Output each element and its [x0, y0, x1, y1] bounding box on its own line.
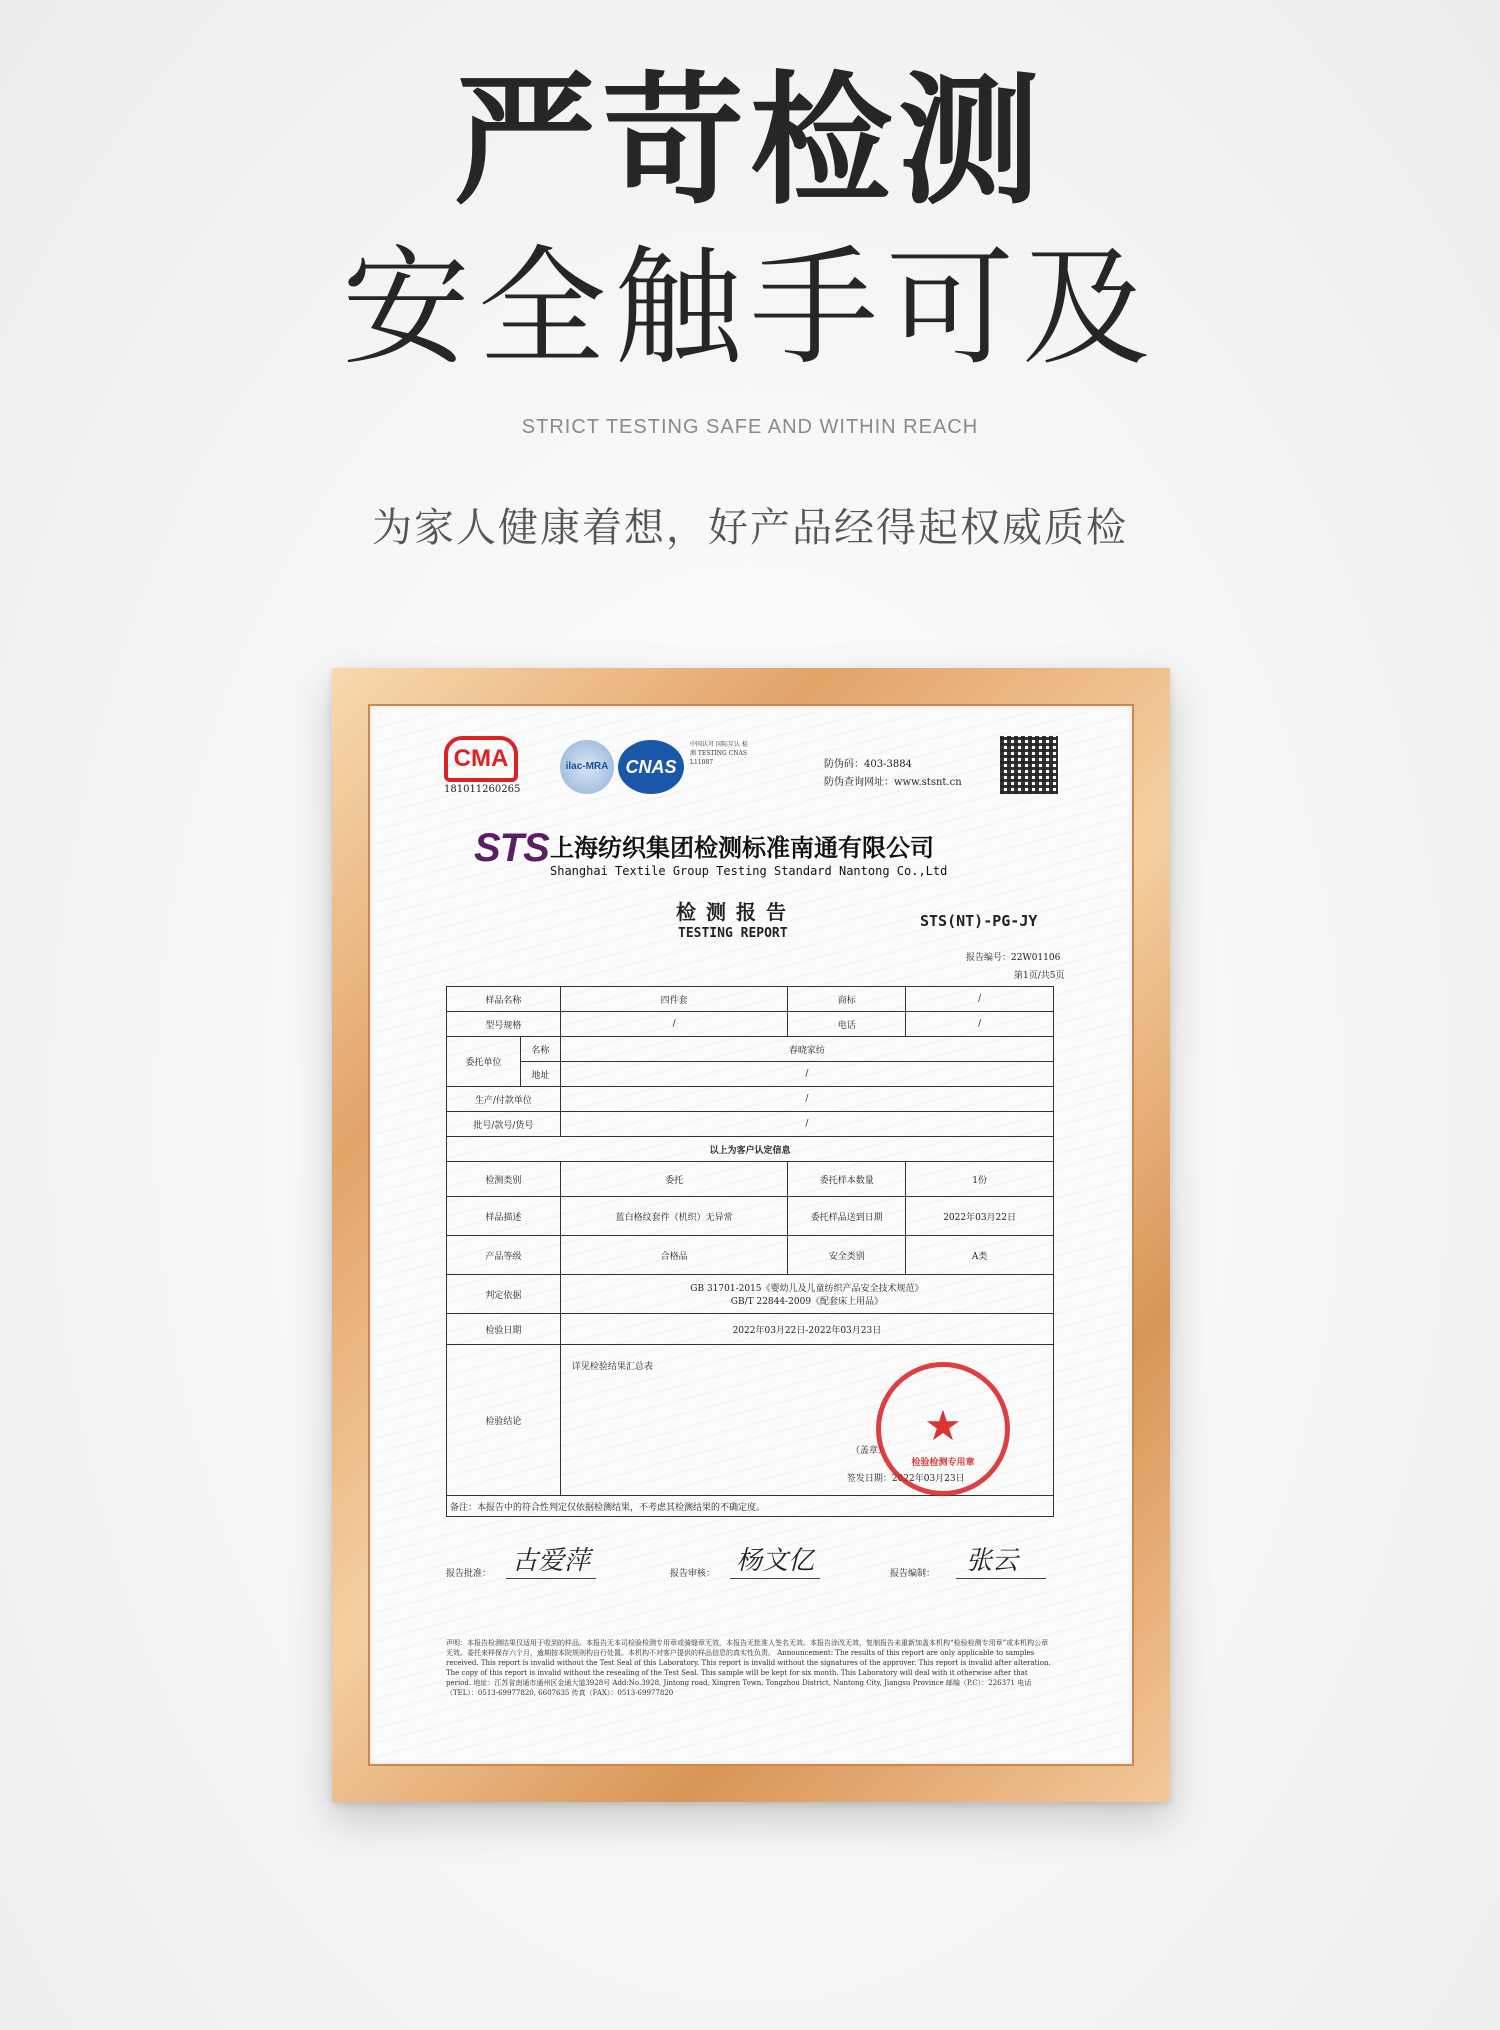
table-cell: /: [560, 1012, 788, 1037]
disclaimer-text: 声明：本报告检测结果仅适用于收到的样品。本报告无本司检验检测专用章或骑缝章无效，本报告无批准人签名无效。本报告涂改无效，复制报告未重新加盖本机构“检验检测专用章”或本机构公章无效。委托来样保存六个月，逾期按本院规则构自行处置。本机构不对客户提供的样品信息的真实性负责。 Announcement: The results of this report are only applicable to samples received. This report is invalid without the Test Seal of this Laboratory. This report is invalid without the signatures of the approver. This report is invalid after alteration. The copy of this report is invalid without the resealing of the Test Seal. This sample will be kept for six month. This Laboratory will deal with it otherwise after that period. 地址：江苏省南通市通州区金通大道3928号 Add:No.3928, Jintong road, Xingren Town, Tongzhou District, Nantong City, Jiangsu Province 邮编（P.C）：226371 电话（TEL）：0513-69977820, 6607635 传真（FAX）：0513-69977820: [446, 1639, 1051, 1697]
anti-fake-info: [824, 756, 962, 792]
english-tagline: STRICT TESTING SAFE AND WITHIN REACH: [521, 416, 979, 438]
table-row: [447, 1496, 1054, 1517]
table-row: [447, 1236, 1054, 1275]
main-title: 严苛检测: [454, 59, 1046, 224]
table-cell: 委托: [560, 1162, 788, 1197]
page-number: 第1页/共5页: [1014, 971, 1065, 981]
table-row: [447, 1087, 1054, 1112]
chinese-tagline: 为家人健康着想，好产品经得起权威质检: [372, 505, 1128, 551]
table-cell: 1份: [906, 1162, 1054, 1197]
basis-standard-2: GB/T 22844-2009《配套床上用品》: [730, 1297, 884, 1307]
anti-fake-code: 防伪码：403-3884: [824, 759, 912, 770]
cma-number: 181011260265: [444, 784, 521, 795]
table-cell: 备注：本报告中的符合性判定仅依据检测结果，不考虑其检测结果的不确定度。: [447, 1496, 1054, 1517]
table-row: [447, 1275, 1054, 1314]
frame-mat: [368, 704, 1134, 1766]
table-cell: 检测类别: [447, 1162, 561, 1197]
table-row: [447, 1137, 1054, 1162]
table-cell: 型号规格: [447, 1012, 561, 1037]
table-row: [447, 1162, 1054, 1197]
table-row: [447, 1037, 1054, 1062]
approve-line: [506, 1578, 596, 1579]
table-cell: [560, 1275, 1053, 1314]
table-row: [447, 1062, 1054, 1087]
table-cell: 商标: [788, 987, 906, 1012]
table-cell: 样品名称: [447, 987, 561, 1012]
table-cell: 安全类别: [788, 1236, 906, 1275]
review-signature: 杨文亿: [736, 1546, 815, 1576]
basis-standard-1: GB 31701-2015《婴幼儿及儿童纺织产品安全技术规范》: [690, 1284, 924, 1294]
table-cell: /: [560, 1112, 1053, 1137]
table-cell: /: [906, 1012, 1054, 1037]
table-cell: 名称: [520, 1037, 560, 1062]
issue-date: 签发日期：2022年03月23日: [846, 1474, 965, 1484]
table-cell: 产品等级: [447, 1236, 561, 1275]
table-cell: 2022年03月22日: [906, 1197, 1054, 1236]
compile-label: 报告编制：: [890, 1569, 936, 1579]
table-row: [447, 1012, 1054, 1037]
table-cell: 检验结论: [447, 1345, 561, 1496]
conclusion-text: 详见检验结果汇总表: [571, 1362, 653, 1372]
official-seal: [876, 1362, 1010, 1496]
cma-logo: CMA: [444, 736, 518, 782]
star-icon: ★: [924, 1401, 962, 1450]
table-cell: A类: [906, 1236, 1054, 1275]
review-line: [730, 1578, 820, 1579]
table-cell: /: [560, 1087, 1053, 1112]
main-subtitle: 安全触手可及: [341, 234, 1158, 383]
table-cell: 样品描述: [447, 1197, 561, 1236]
compile-signature: 张云: [966, 1546, 1019, 1576]
table-row: [447, 1112, 1054, 1137]
table-cell: 四件套: [560, 987, 788, 1012]
company-name-cn: 上海纺织集团检测标准南通有限公司: [550, 834, 934, 862]
table-cell: 生产/付款单位: [447, 1087, 561, 1112]
compile-line: [956, 1578, 1046, 1579]
approve-signature: 古爱萍: [512, 1546, 591, 1576]
table-cell: 批号/款号/货号: [447, 1112, 561, 1137]
report-number: 报告编号：22W01106: [966, 953, 1061, 963]
table-cell: 电话: [788, 1012, 906, 1037]
table-cell: 委托样品送到日期: [788, 1197, 906, 1236]
review-label: 报告审核：: [670, 1569, 716, 1579]
report-title-en: TESTING REPORT: [678, 926, 788, 941]
qr-code-icon: [1000, 736, 1058, 794]
table-cell: 春晓家纺: [560, 1037, 1053, 1062]
report-title-cn: 检测报告: [676, 900, 796, 924]
table-cell: 合格品: [560, 1236, 788, 1275]
table-cell: 以上为客户认定信息: [447, 1137, 1054, 1162]
sts-logo: STS: [474, 826, 549, 870]
table-cell: 2022年03月22日-2022年03月23日: [560, 1314, 1053, 1345]
table-cell: /: [906, 987, 1054, 1012]
table-row: [447, 1314, 1054, 1345]
table-cell: 检验日期: [447, 1314, 561, 1345]
stamp-label: （盖章）: [850, 1446, 887, 1456]
ilac-mra-logo: ilac-MRA: [560, 740, 614, 794]
table-cell: 蓝白格纹套件（机织）无异常: [560, 1197, 788, 1236]
table-cell: /: [560, 1062, 1053, 1087]
anti-fake-url: 防伪查询网址：www.stsnt.cn: [824, 777, 962, 788]
seal-text: 检验检测专用章: [911, 1458, 975, 1468]
approve-label: 报告批准：: [446, 1569, 492, 1579]
report-code: STS(NT)-PG-JY: [920, 912, 1038, 930]
table-cell: 委托单位: [447, 1037, 521, 1087]
certificate-frame: [332, 668, 1170, 1802]
table-cell: 委托样本数量: [788, 1162, 906, 1197]
test-report-document: [376, 712, 1126, 1758]
table-row: [447, 987, 1054, 1012]
company-name-en: Shanghai Textile Group Testing Standard Nantong Co.,Ltd: [550, 864, 948, 878]
table-row: [447, 1197, 1054, 1236]
table-cell: 地址: [520, 1062, 560, 1087]
table-cell: 判定依据: [447, 1275, 561, 1314]
cnas-caption: 中国认可 国际互认 检测 TESTING CNAS L11087: [690, 741, 748, 766]
cnas-logo: CNAS: [618, 740, 684, 794]
